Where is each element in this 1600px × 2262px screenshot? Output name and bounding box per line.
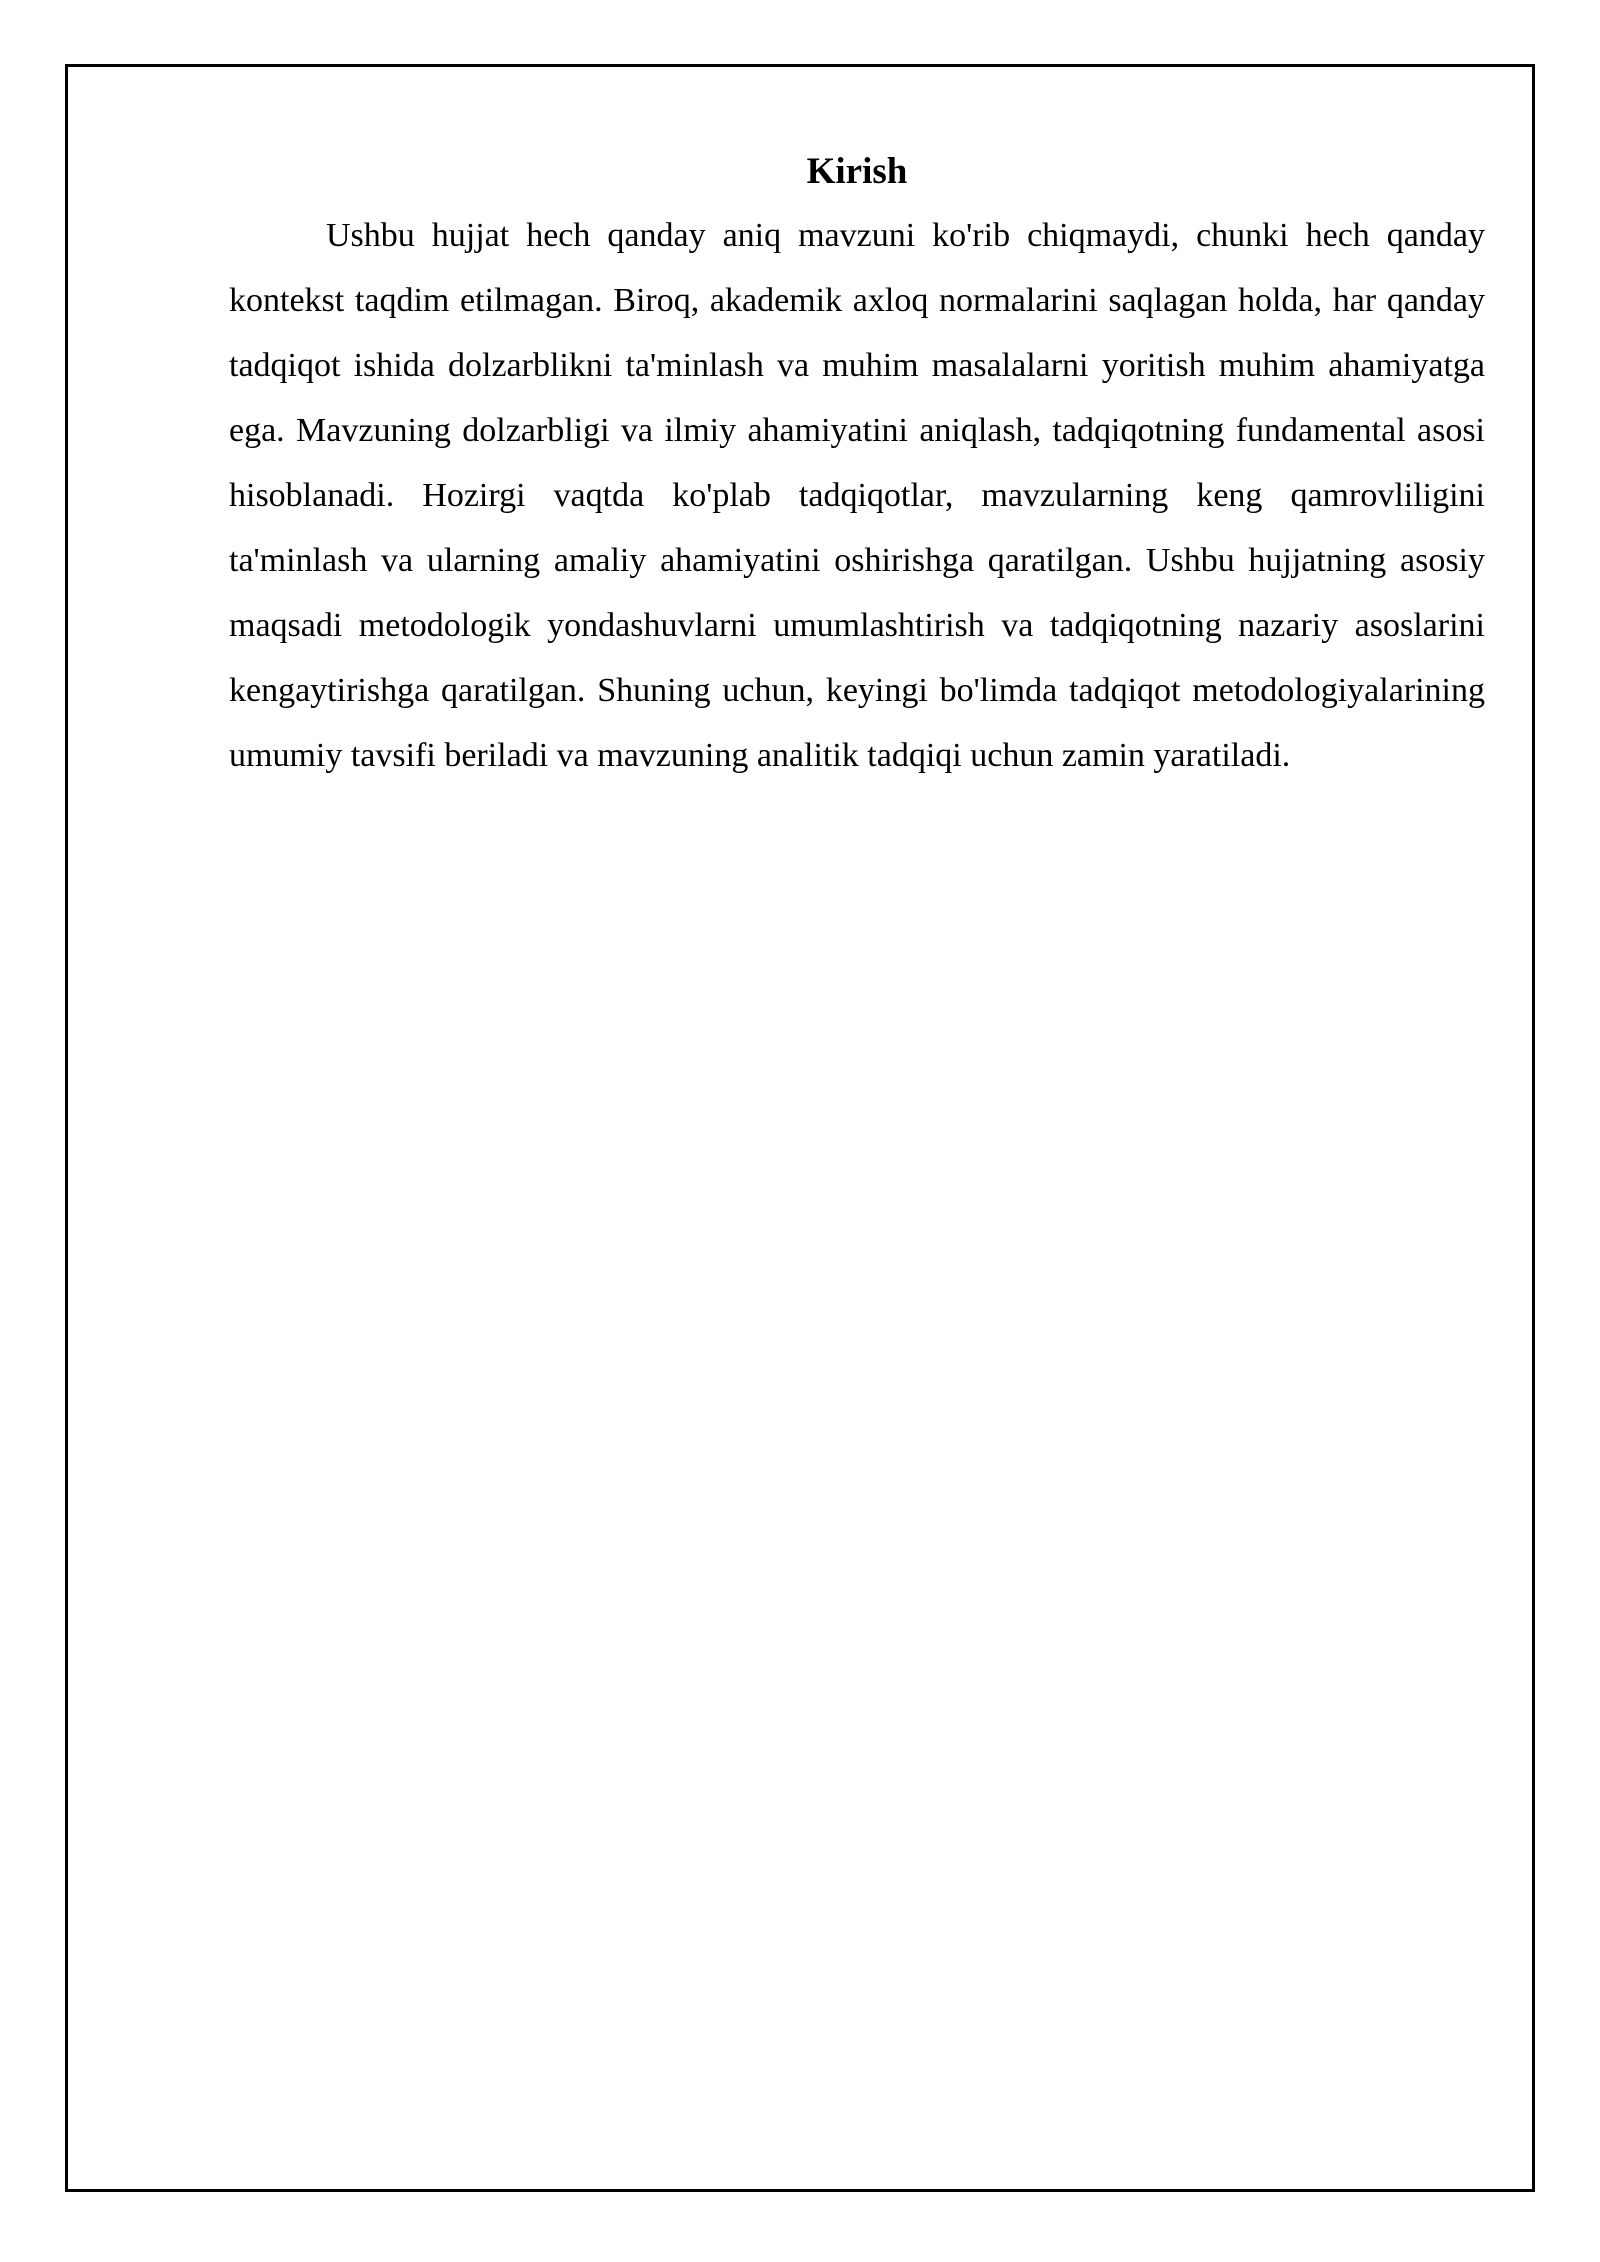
section-title: Kirish [806, 151, 908, 192]
document-body [229, 150, 1485, 788]
intro-paragraph: Ushbu hujjat hech qanday aniq mavzuni ko'rib chiqmaydi, chunki hech qanday kontekst taqdim etilmagan. Biroq, akademik axloq normalarini saqlagan holda, har qanday tadqiqot ishida dolzarblikni ta'minlash va muhim masalalarni yoritish muhim ahamiyatga ega. Mavzuning dolzarbligi va ilmiy ahamiyatini aniqlash, tadqiqotning fundamental asosi hisoblanadi. Hozirgi vaqtda ko'plab tadqiqotlar, mavzularning keng qamrovliligini ta'minlash va ularning amaliy ahamiyatini oshirishga qaratilgan. Ushbu hujjatning asosiy maqsadi metodologik yondashuvlarni umumlashtirish va tadqiqotning nazariy asoslarini kengaytirishga qaratilgan. Shuning uchun, keyingi bo'limda tadqiqot metodologiyalarining umumiy tavsifi beriladi va mavzuning analitik tadqiqi uchun zamin yaratiladi. [229, 217, 1485, 774]
